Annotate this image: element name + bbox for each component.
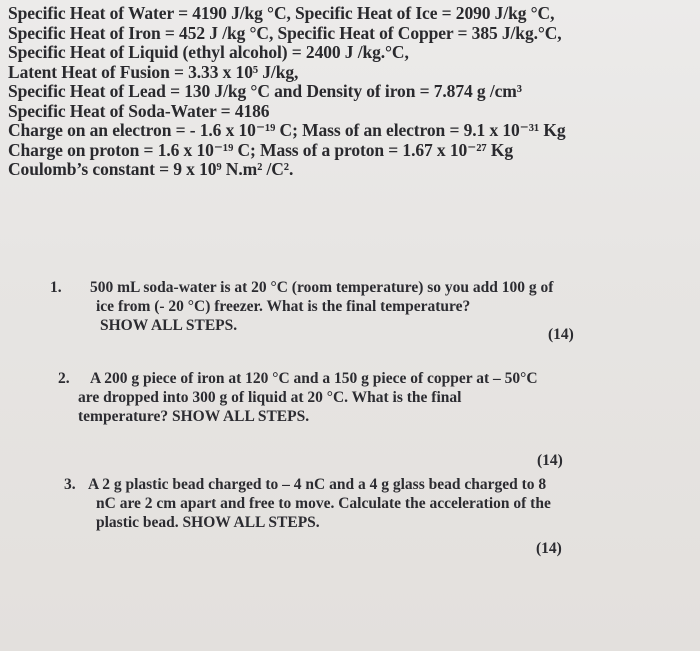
constant-line: Specific Heat of Lead = 130 J/kg °C and Density of iron = 7.874 g /cm³ (8, 81, 522, 101)
constant-line: Specific Heat of Water = 4190 J/kg °C, Specific Heat of Ice = 2090 J/kg °C, (8, 3, 555, 23)
constant-line: Charge on proton = 1.6 x 10⁻¹⁹ C; Mass of a proton = 1.67 x 10⁻²⁷ Kg (8, 139, 514, 160)
question-text-line: A 2 g plastic bead charged to – 4 nC and a 4 g glass bead charged to 8 (88, 476, 547, 493)
constants-block (8, 4, 698, 180)
question-text-line: nC are 2 cm apart and free to move. Calculate the acceleration of the (96, 495, 551, 512)
question-text-line: A 200 g piece of iron at 120 °C and a 150 g piece of copper at – 50°C (90, 370, 538, 387)
question-text-line: ice from (- 20 °C) freezer. What is the final temperature? (96, 298, 471, 315)
question-3 (64, 475, 551, 532)
constant-line: Coulomb’s constant = 9 x 10⁹ N.m² /C². (8, 159, 294, 179)
question-number: 3. (64, 476, 76, 493)
question-1 (50, 278, 553, 335)
constant-line: Latent Heat of Fusion = 3.33 x 10⁵ J/kg, (8, 61, 299, 82)
question-text-line: temperature? SHOW ALL STEPS. (78, 408, 310, 425)
constant-line: Specific Heat of Soda-Water = 4186 (8, 100, 270, 121)
question-text-line: 500 mL soda-water is at 20 °C (room temperature) so you add 100 g of (90, 279, 554, 296)
question-number: 1. (50, 279, 62, 296)
question-2 (58, 369, 538, 426)
question-1-points: (14) (548, 326, 574, 343)
constant-line: Charge on an electron = - 1.6 x 10⁻¹⁹ C; Mass of an electron = 9.1 x 10⁻³¹ Kg (8, 120, 566, 140)
question-text-line: SHOW ALL STEPS. (100, 317, 238, 334)
question-text-line: are dropped into 300 g of liquid at 20 °C. What is the final (78, 389, 462, 406)
question-number: 2. (58, 370, 70, 387)
question-3-points: (14) (536, 540, 562, 557)
constant-line: Specific Heat of Iron = 452 J /kg °C, Specific Heat of Copper = 385 J/kg.°C, (8, 22, 562, 43)
question-text-line: plastic bead. SHOW ALL STEPS. (96, 514, 320, 531)
question-2-points: (14) (537, 452, 563, 469)
constant-line: Specific Heat of Liquid (ethyl alcohol) = 2400 J /kg.°C, (8, 42, 409, 62)
